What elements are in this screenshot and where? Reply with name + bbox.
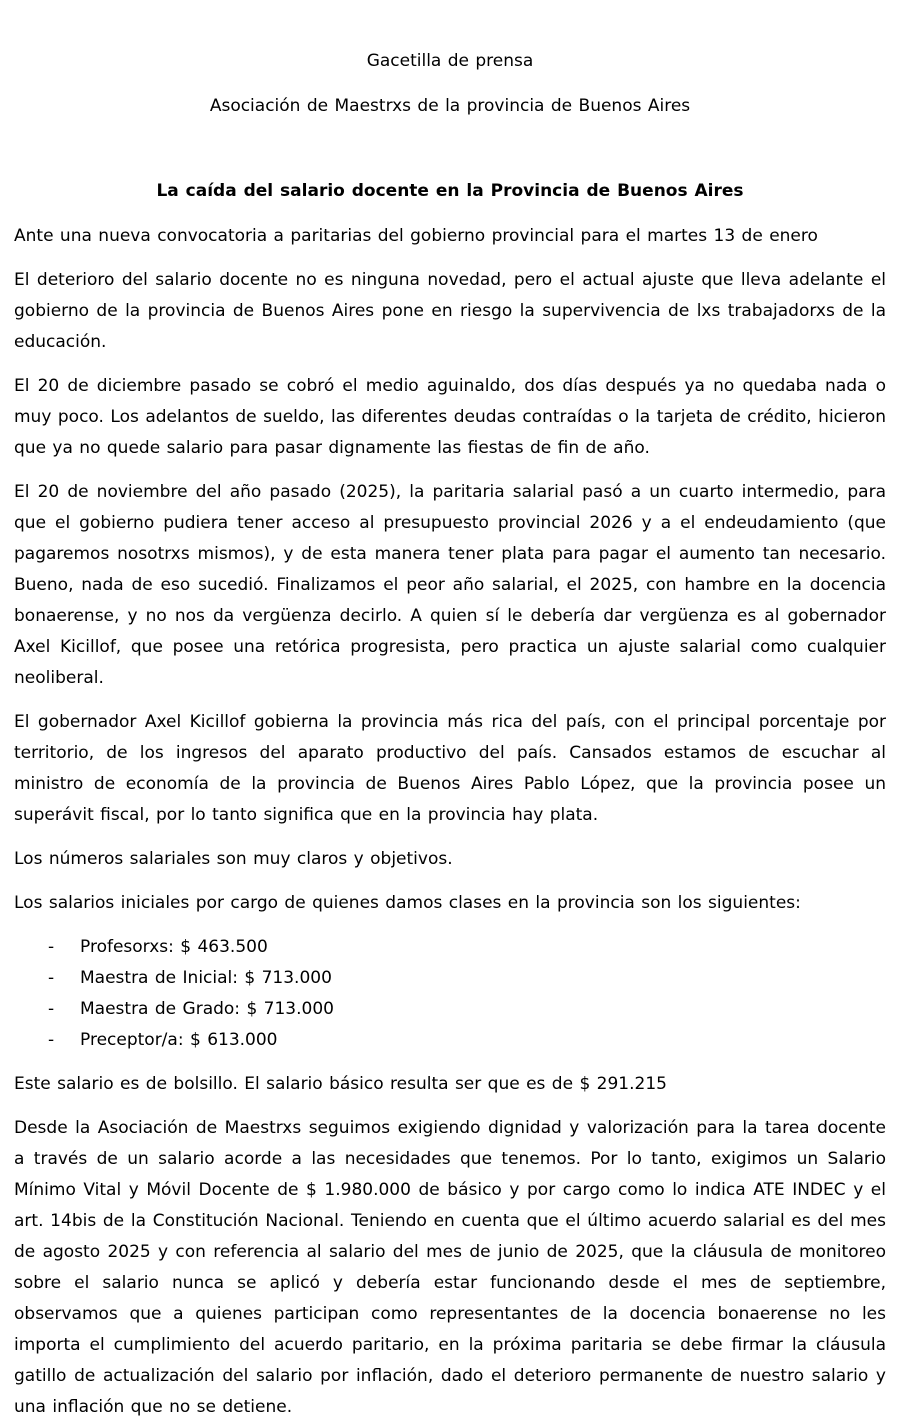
salary-label: Maestra de Inicial: bbox=[80, 968, 238, 988]
salary-list-item-maestra-grado bbox=[48, 994, 886, 1025]
list-dash: - bbox=[48, 968, 55, 988]
salary-amount: $ 713.000 bbox=[246, 999, 334, 1019]
paragraph-paritaria: El 20 de noviembre del año pasado (2025), la paritaria salarial pasó a un cuarto intermedio, para que el gobierno pudiera tener acceso al presupuesto provincial 2026 y a el endeudamiento (que pagaremos nosotrxs mismos), y de esta manera tener plata para pagar el aumento tan necesario. Bueno, nada de eso sucedió. Finalizamos el peor año salarial, el 2025, con hambre en la docencia bonaerense, y no nos da vergüenza decirlo. A quien sí le debería dar vergüenza es al gobernador Axel Kicillof, que posee una retórica progresista, pero practica un ajuste salarial como cualquier neoliberal. bbox=[14, 482, 886, 688]
list-dash: - bbox=[48, 1030, 55, 1050]
salary-label: Preceptor/a: bbox=[80, 1030, 184, 1050]
salary-list bbox=[14, 932, 886, 1056]
salary-list-item-maestra-inicial bbox=[48, 963, 886, 994]
paragraph-deterioro: El deterioro del salario docente no es ninguna novedad, pero el actual ajuste que lleva adelante el gobierno de la provincia de Buenos Aires pone en riesgo la supervivencia de lxs trabajadorxs de la educación. bbox=[14, 270, 886, 352]
paragraph-salario-bolsillo: Este salario es de bolsillo. El salario básico resulta ser que es de $ 291.215 bbox=[14, 1074, 667, 1094]
list-dash: - bbox=[48, 937, 55, 957]
salary-amount: $ 713.000 bbox=[244, 968, 332, 988]
paragraph-aguinaldo: El 20 de diciembre pasado se cobró el medio aguinaldo, dos días después ya no quedaba nada o muy poco. Los adelantos de sueldo, las diferentes deudas contraídas o la tarjeta de crédito, hicieron que ya no quede salario para pasar dignamente las fiestas de fin de año. bbox=[14, 376, 886, 458]
salary-list-item-profesorxs bbox=[48, 932, 886, 963]
salary-list-item-preceptor bbox=[48, 1025, 886, 1056]
salary-label: Maestra de Grado: bbox=[80, 999, 241, 1019]
list-dash: - bbox=[48, 999, 55, 1019]
press-release-label: Gacetilla de prensa bbox=[366, 51, 534, 71]
lead-paragraph: Ante una nueva convocatoria a paritarias del gobierno provincial para el martes 13 de enero bbox=[14, 226, 818, 246]
salary-amount: $ 463.500 bbox=[180, 937, 268, 957]
document-title: La caída del salario docente en la Provincia de Buenos Aires bbox=[156, 181, 744, 201]
paragraph-numeros: Los números salariales son muy claros y objetivos. bbox=[14, 849, 453, 869]
paragraph-exigencia: Desde la Asociación de Maestrxs seguimos exigiendo dignidad y valorización para la tarea docente a través de un salario acorde a las necesidades que tenemos. Por lo tanto, exigimos un Salario Mínimo Vital y Móvil Docente de $ 1.980.000 de básico y por cargo como lo indica ATE INDEC y el art. 14bis de la Constitución Nacional. Teniendo en cuenta que el último acuerdo salarial es del mes de agosto 2025 y con referencia al salario del mes de junio de 2025, que la cláusula de monitoreo sobre el salario nunca se aplicó y debería estar funcionando desde el mes de septiembre, observamos que a quienes participan como representantes de la docencia bonaerense no les importa el cumplimiento del acuerdo paritario, en la próxima paritaria se debe firmar la cláusula gatillo de actualización del salario por inflación, dado el deterioro permanente de nuestro salario y una inflación que no se detiene. bbox=[14, 1118, 886, 1417]
salary-label: Profesorxs: bbox=[80, 937, 174, 957]
organization-name: Asociación de Maestrxs de la provincia de Buenos Aires bbox=[209, 96, 691, 116]
paragraph-salarios-iniciales: Los salarios iniciales por cargo de quienes damos clases en la provincia son los siguientes: bbox=[14, 893, 801, 913]
salary-amount: $ 613.000 bbox=[189, 1030, 278, 1050]
paragraph-gobernador: El gobernador Axel Kicillof gobierna la provincia más rica del país, con el principal porcentaje por territorio, de los ingresos del aparato productivo del país. Cansados estamos de escuchar al ministro de economía de la provincia de Buenos Aires Pablo López, que la provincia posee un superávit fiscal, por lo tanto significa que en la provincia hay plata. bbox=[14, 712, 886, 825]
